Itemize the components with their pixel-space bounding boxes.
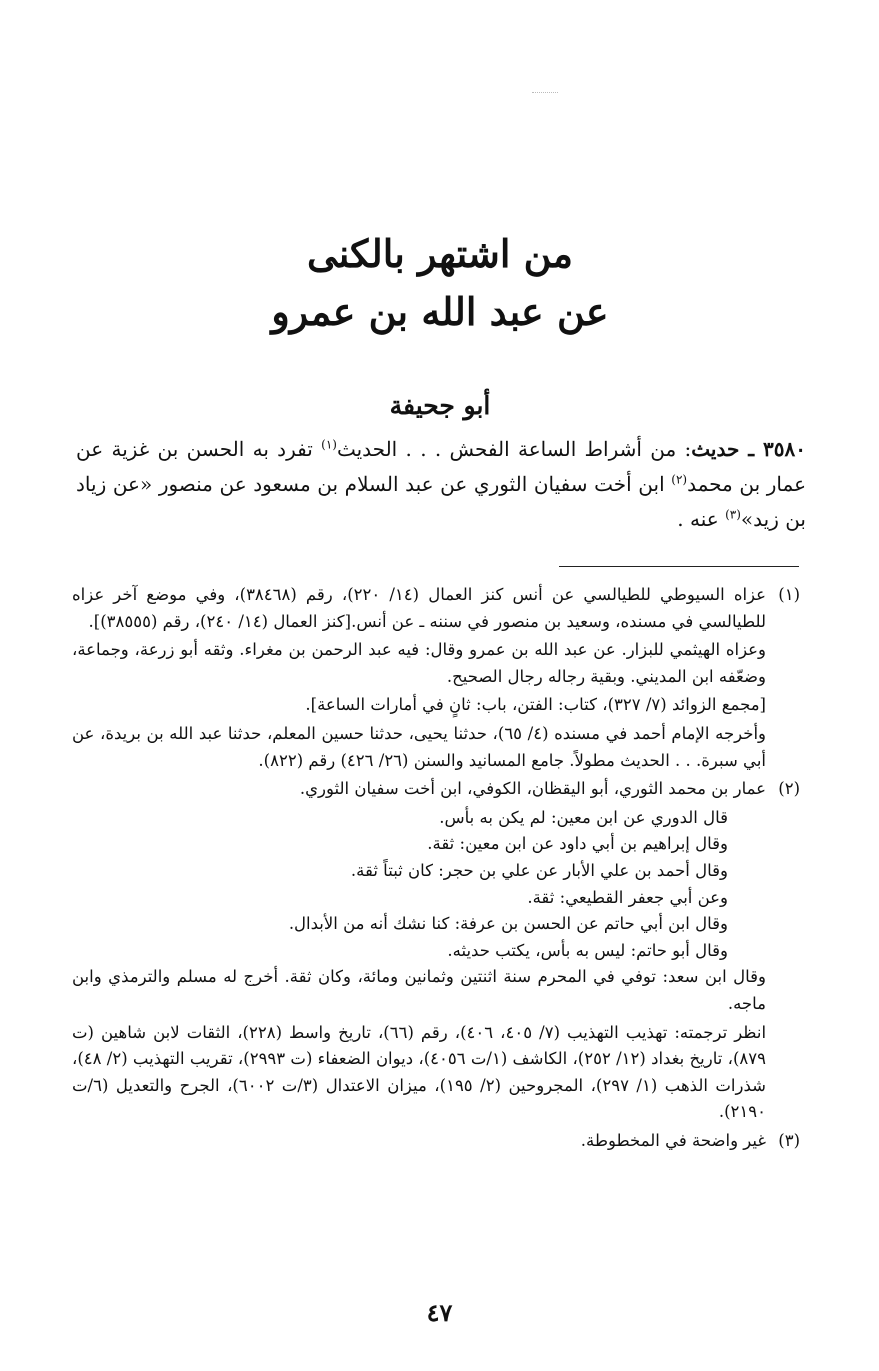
- narrator-quote: وقال ابن سعد: توفي في المحرم سنة اثنتين وثمانين ومائة، وكان ثقة. أخرج له مسلم والترمذي وابن ماجه.: [72, 967, 766, 1013]
- narrator-quote: وقال أحمد بن علي الأبار عن علي بن حجر: كان ثبتاً ثقة.: [350, 860, 728, 880]
- footnote-1: [72, 582, 800, 774]
- footnote-3: [72, 1128, 800, 1155]
- footnote-separator: [559, 566, 799, 567]
- narrator-quote: قال الدوري عن ابن معين: لم يكن به بأس.: [439, 807, 728, 827]
- footnote-marker: (٢): [778, 779, 800, 799]
- hadith-text-b: تفرد به الحسن بن غزية عن عمار بن محمد: [76, 437, 806, 496]
- hadith-label: حديث: [691, 437, 740, 461]
- section-heading: أبو جحيفة: [389, 391, 491, 420]
- footnote-ref-1: (١): [321, 437, 337, 452]
- footnote-2: [72, 776, 800, 1126]
- footnote-marker: (٣): [778, 1130, 800, 1150]
- chapter-title-line-2: عن عبد الله بن عمرو: [271, 289, 609, 334]
- narrator-quote: وقال أبو حاتم: ليس به بأس، يكتب حديثه.: [447, 940, 728, 960]
- footnote-ref-3: (٣): [725, 507, 741, 522]
- narrator-quote: وقال ابن أبي حاتم عن الحسن بن عرفة: كنا نشك أنه من الأبدال.: [288, 914, 728, 934]
- footnote-paragraph: وأخرجه الإمام أحمد في مسنده (٤/ ٦٥)، حدثنا يحيى، حدثنا حسين المعلم، حدثنا عبد الله بن بريدة، عن أبي سبرة. . . الحديث مطولاً. جامع المسانيد والسنن (٢٦/ ٤٢٦) رقم (٨٢٢).: [72, 723, 766, 770]
- narrator-quote: وقال إبراهيم بن أبي داود عن ابن معين: ثقة.: [427, 834, 728, 854]
- narrator-quote: وعن أبي جعفر القطيعي: ثقة.: [527, 887, 728, 907]
- footnote-paragraph: عمار بن محمد الثوري، أبو اليقظان، الكوفي، ابن أخت سفيان الثوري.: [299, 779, 766, 799]
- footnotes: [72, 582, 800, 1156]
- page-number: ٤٧: [426, 1298, 453, 1327]
- hadith-entry: [76, 432, 806, 537]
- footnote-paragraph: [مجمع الزوائد (٧/ ٣٢٧)، كتاب: الفتن، باب: ثانٍ في أمارات الساعة].: [305, 695, 766, 715]
- footnote-paragraph: انظر ترجمته: تهذيب التهذيب (٧/ ٤٠٥، ٤٠٦)، رقم (٦٦)، تاريخ واسط (٢٢٨)، الثقات لابن شاهين (ت ٨٧٩)، تاريخ بغداد (١٢/ ٢٥٢)، الكاشف (١/ت ٤٠٥٦)، ديوان الضعفاء (ت ٢٩٩٣)، تقريب التهذيب (٢/ ٤٨)، شذرات الذهب (١/ ٢٩٧)، المجروحين (٢/ ١٩٥)، ميزان الاعتدال (٣/ت ٦٠٠٢)، الجرح والتعديل (٦/ت ٢١٩٠).: [72, 1022, 767, 1122]
- hadith-text-a: : من أشراط الساعة الفحش . . . الحديث: [336, 437, 692, 461]
- scan-speck: [532, 92, 558, 94]
- footnote-paragraph: عزاه السيوطي للطيالسي عن أنس كنز العمال (١٤/ ٢٢٠)، رقم (٣٨٤٦٨)، وفي موضع آخر عزاه للطيالسي في مسنده، وسعيد بن منصور في سننه ـ عن أنس.[كنز العمال (١٤/ ٢٤٠)، رقم (٣٨٥٥٥)].: [72, 585, 767, 631]
- footnote-paragraph: غير واضحة في المخطوطة.: [580, 1130, 766, 1150]
- hadith-text-d: عنه .: [677, 507, 726, 531]
- hadith-text-c: ابن أخت سفيان الثوري عن عبد السلام بن مسعود عن منصور «عن زياد بن زيد»: [76, 472, 806, 531]
- footnote-ref-2: (٢): [671, 472, 688, 487]
- chapter-title-line-1: من اشتهر بالكنى: [307, 231, 573, 276]
- hadith-dash: ـ: [739, 437, 764, 461]
- hadith-number: ٣٥٨٠: [763, 437, 806, 461]
- footnote-marker: (١): [778, 585, 800, 604]
- footnote-paragraph: وعزاه الهيثمي للبزار. عن عبد الله بن عمرو وقال: فيه عبد الرحمن بن مغراء. وثقه أبو زرعة، وجماعة، وضعّفه ابن المديني. وبقية رجاله رجال الصحيح.: [72, 640, 766, 686]
